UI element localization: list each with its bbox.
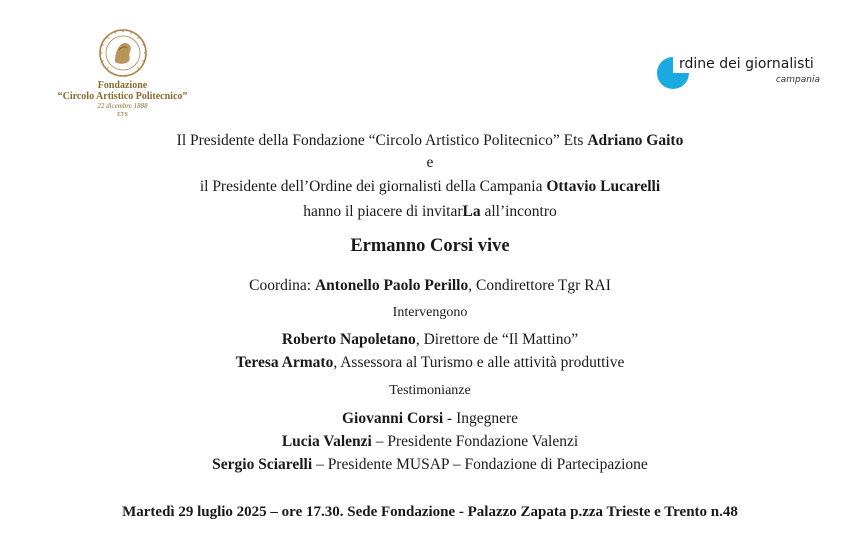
testimony-name: Giovanni Corsi [341,410,444,427]
testimonianze-label: Testimonianze [389,383,471,398]
logo-circolo-label: “Circolo Artistico Politecnico” [57,91,188,102]
coordinator-line [0,276,860,296]
invite-line-2 [0,153,860,173]
invite-line-4-c: all’incontro [480,203,557,220]
event-title: Ermanno Corsi vive [350,236,510,256]
coordinator-role: , Condirettore Tgr RAI [468,277,611,294]
invite-line-3-text: il Presidente dell’Ordine dei giornalisti della Campania [199,178,547,195]
intervengono-label: Intervengono [392,305,468,320]
testimony-line [0,455,860,475]
testimony-role: - Ingegnere [443,410,519,427]
speaker-line [0,330,860,350]
president-lucarelli-name: Ottavio Lucarelli [546,178,661,195]
ordine-region-label: campania [775,75,820,85]
ordine-giornalisti-logo [655,55,830,91]
logo-date-label: 22 dicembre 1888 [97,102,148,110]
speaker-name: Roberto Napoletano [281,331,416,348]
testimony-line [0,409,860,429]
coordinator-name: Antonello Paolo Perillo [314,277,469,294]
logo-ets-label: ETS [117,112,128,118]
invite-conjunction: e [426,154,434,171]
president-gaito-name: Adriano Gaito [587,132,684,149]
testimony-name: Lucia Valenzi [281,433,372,450]
testimony-line [0,432,860,452]
invite-line-4-a: hanno il piacere di invitar [303,203,463,220]
speaker-line [0,353,860,373]
event-date-venue: Martedì 29 luglio 2025 – ore 17.30. Sede Fondazione - Palazzo Zapata p.zza Trieste e Trento n.48 [122,504,738,520]
invite-line-4-bold: La [462,203,481,220]
seal-emblem-icon [98,28,148,78]
speaker-role: , Assessora al Turismo e alle attività produttive [333,354,625,371]
testimony-role: – Presidente MUSAP – Fondazione di Partecipazione [312,456,648,473]
speaker-role: , Direttore de “Il Mattino” [415,331,579,348]
invite-line-3 [0,177,860,197]
testimony-role: – Presidente Fondazione Valenzi [371,433,579,450]
logo-fondazione-label: Fondazione [97,80,148,91]
fondazione-logo [40,28,205,119]
speaker-name: Teresa Armato [235,354,334,371]
invite-line-4 [0,202,860,222]
testimony-name: Sergio Sciarelli [212,456,313,473]
invite-line-1 [0,131,860,151]
coordinator-label: Coordina: [249,277,315,294]
ordine-name-label: rdine dei giornalisti [679,56,814,72]
invite-line-1-text: Il Presidente della Fondazione “Circolo Artistico Politecnico” Ets [176,132,588,149]
